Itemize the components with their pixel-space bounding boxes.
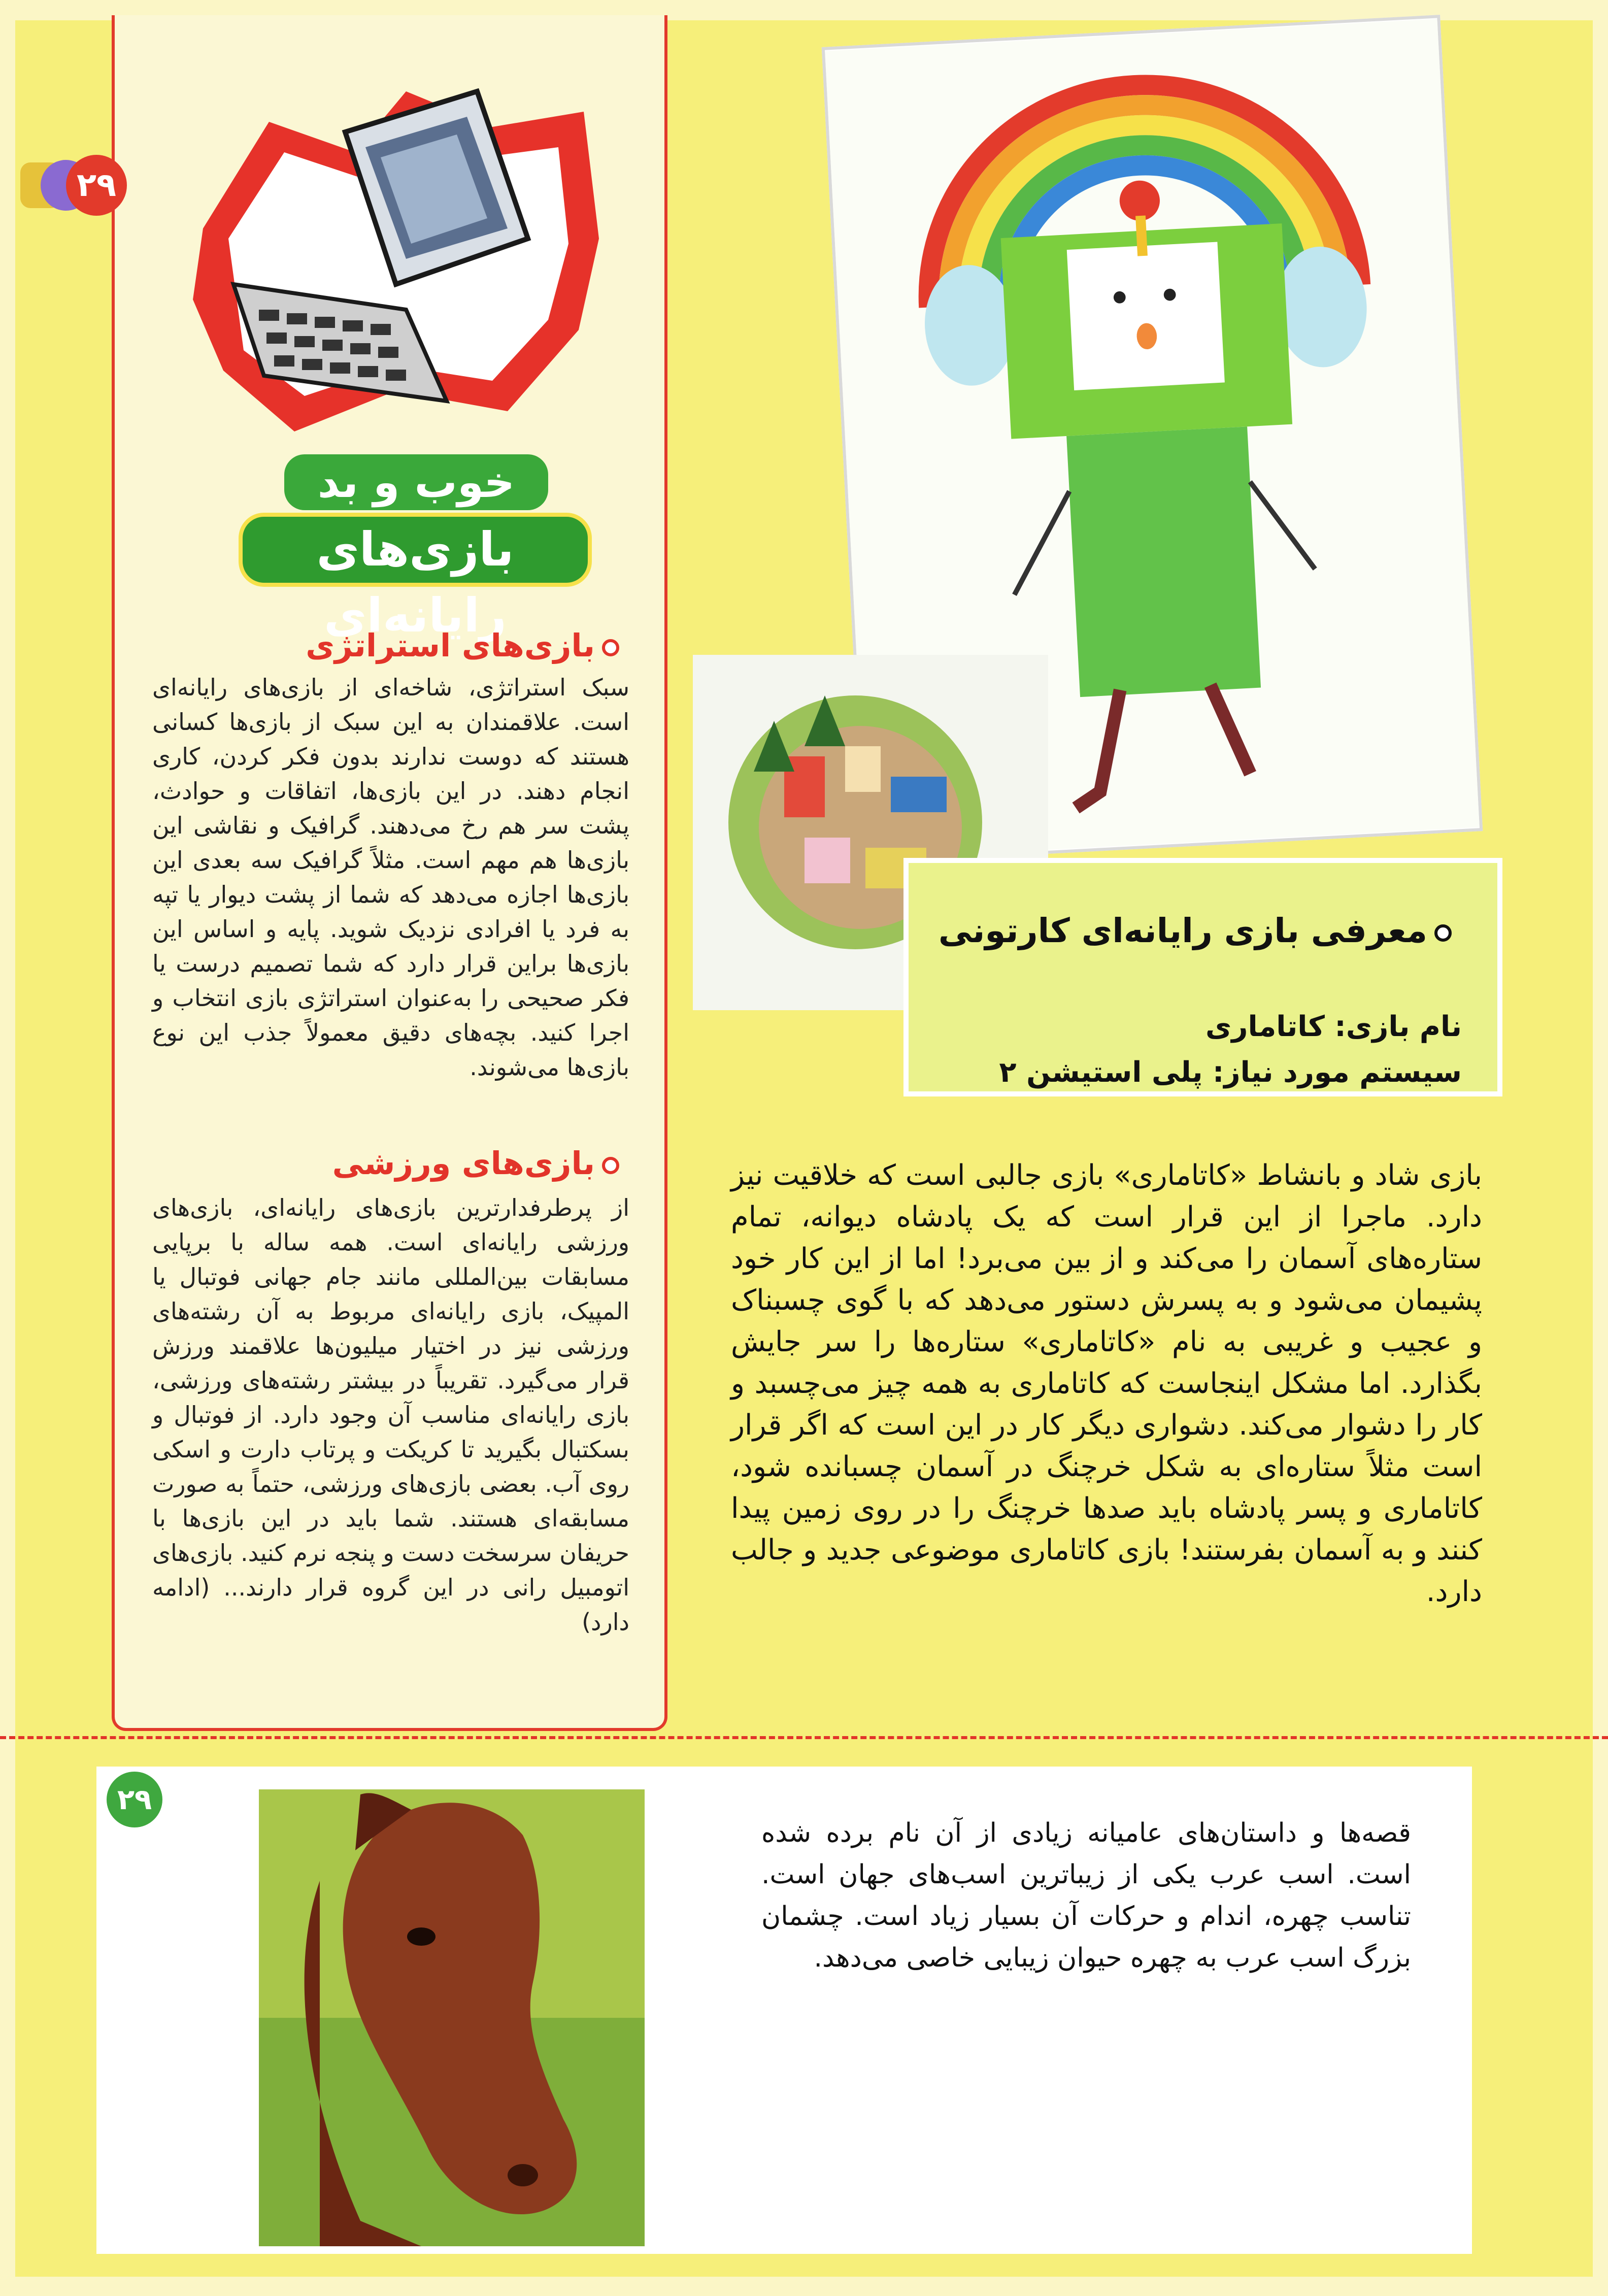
page-border-bottom [0, 2277, 1608, 2296]
horse-drawing [259, 1789, 645, 2246]
sports-text [152, 1190, 629, 1718]
bullet-circle-icon [602, 1157, 619, 1174]
header-title-line2: بازی‌های رایانه‌ای [239, 513, 592, 587]
sports-body: از پرطرفدارترین بازی‌های رایانه‌ای، بازی‌های ورزشی رایانه‌ای است. همه ساله با برپایی مسابقات بین‌المللی مانند جام جهانی فوتبال یا المپیک، بازی رایانه‌ای مربوط به آن رشته‌های ورزشی نیز در اختیار میلیون‌ها علاقمند ورزش قرار می‌گیرد. تقریباً در بیشتر رشته‌های ورزشی، بازی رایانه‌ای مناسب آن وجود دارد. از فوتبال و بسکتبال بگیرید تا کریکت و پرتاب دارت و اسکی روی آب. بعضی بازی‌های ورزشی، حتماً به صورت مسابقه‌ای هستند. شما باید در این بازی‌ها با حریفان سرسخت دست و پنجه نرم کنید. بازی‌های اتومبیل رانی در این گروه قرار دارند... [152, 1194, 629, 1601]
arabian-horse-image [259, 1789, 645, 2246]
intro-text: بازی شاد و بانشاط «کاتاماری» بازی جالبی است که خلاقیت نیز دارد. ماجرا از این قرار است که یک پادشاه دیوانه، تمام ستاره‌های آسمان را می‌کند و از بین می‌برد! اما از این کار خود پشیمان می‌شود و به پسرش دستور می‌دهد که با گوی چسبناک و عجیب و غریبی به نام «کاتاماری» ستاره‌ها را سر جایش بگذارد. اما مشکل اینجاست که کاتاماری به همه چیز می‌چسبد و کار را دشوار می‌کند. دشواری دیگر کار در این است که اگر قرار است مثلاً ستاره‌ای به شکل خرچنگ در آسمان چسبانده شود، کاتاماری و پسر پادشاه باید صدها خرچنگ را در روی زمین پیدا کنند و به آسمان بفرستند! بازی کاتاماری موضوعی جدید و جالب دارد. [731, 1159, 1482, 1608]
strategy-text: سبک استراتژی، شاخه‌ای از بازی‌های رایانه‌ای است. علاقمندان به این سبک از بازی‌ها کسانی هستند که دوست ندارند بدون فکر کردن، کاری انجام دهند. در این بازی‌ها، اتفاقات و حوادث، پشت سر هم رخ می‌دهند. گرافیک و نقاشی این بازی‌ها هم مهم است. مثلاً گرافیک سه بعدی این بازی‌ها اجازه می‌دهد که شما از پشت دیوار یا تپه به فرد یا افرادی نزدیک شوید. پایه و اساس این بازی‌ها براین قرار دارد که شما تصمیم درست یا فکر صحیحی را به‌عنوان استراتژی بازی انتخاب و اجرا کنید. بچه‌های دقیق معمولاً جذب این نوع بازی‌ها می‌شوند. [152, 674, 629, 1081]
page-border-right [1593, 0, 1608, 2296]
header-title-line1: خوب و بد [284, 454, 548, 510]
intro-title: معرفی بازی رایانه‌ای کارتونی [938, 911, 1427, 950]
section-divider [0, 1736, 1608, 1739]
intro-heading [934, 911, 1452, 957]
bottom-page-number-badge: ۲۹ [107, 1772, 162, 1827]
horse-text: قصه‌ها و داستان‌های عامیانه زیادی از آن نام برده شده است. اسب عرب یکی از زیباترین اسب‌های جهان است. تناسب چهره، اندام و حرکات آن بسیار زیاد است. چشمان بزرگ اسب عرب به چهره حیوان زیبایی خاصی می‌دهد. [761, 1818, 1411, 1973]
page-border-left [0, 0, 15, 2296]
bullet-circle-icon [1434, 924, 1452, 942]
continued-note: (ادامه دارد) [152, 1574, 629, 1636]
computer-illustration [142, 46, 629, 452]
sports-title: بازی‌های ورزشی [332, 1145, 595, 1182]
strategy-heading [152, 627, 619, 668]
game-name: نام بازی: کاتاماری [1205, 1010, 1462, 1043]
game-system: سیستم مورد نیاز: پلی استیشن ۲ [999, 1056, 1462, 1089]
sports-heading [152, 1145, 619, 1185]
bullet-circle-icon [602, 639, 619, 656]
strategy-title: بازی‌های استراتژی [306, 627, 595, 664]
page-number-badge: ۲۹ [66, 155, 127, 216]
